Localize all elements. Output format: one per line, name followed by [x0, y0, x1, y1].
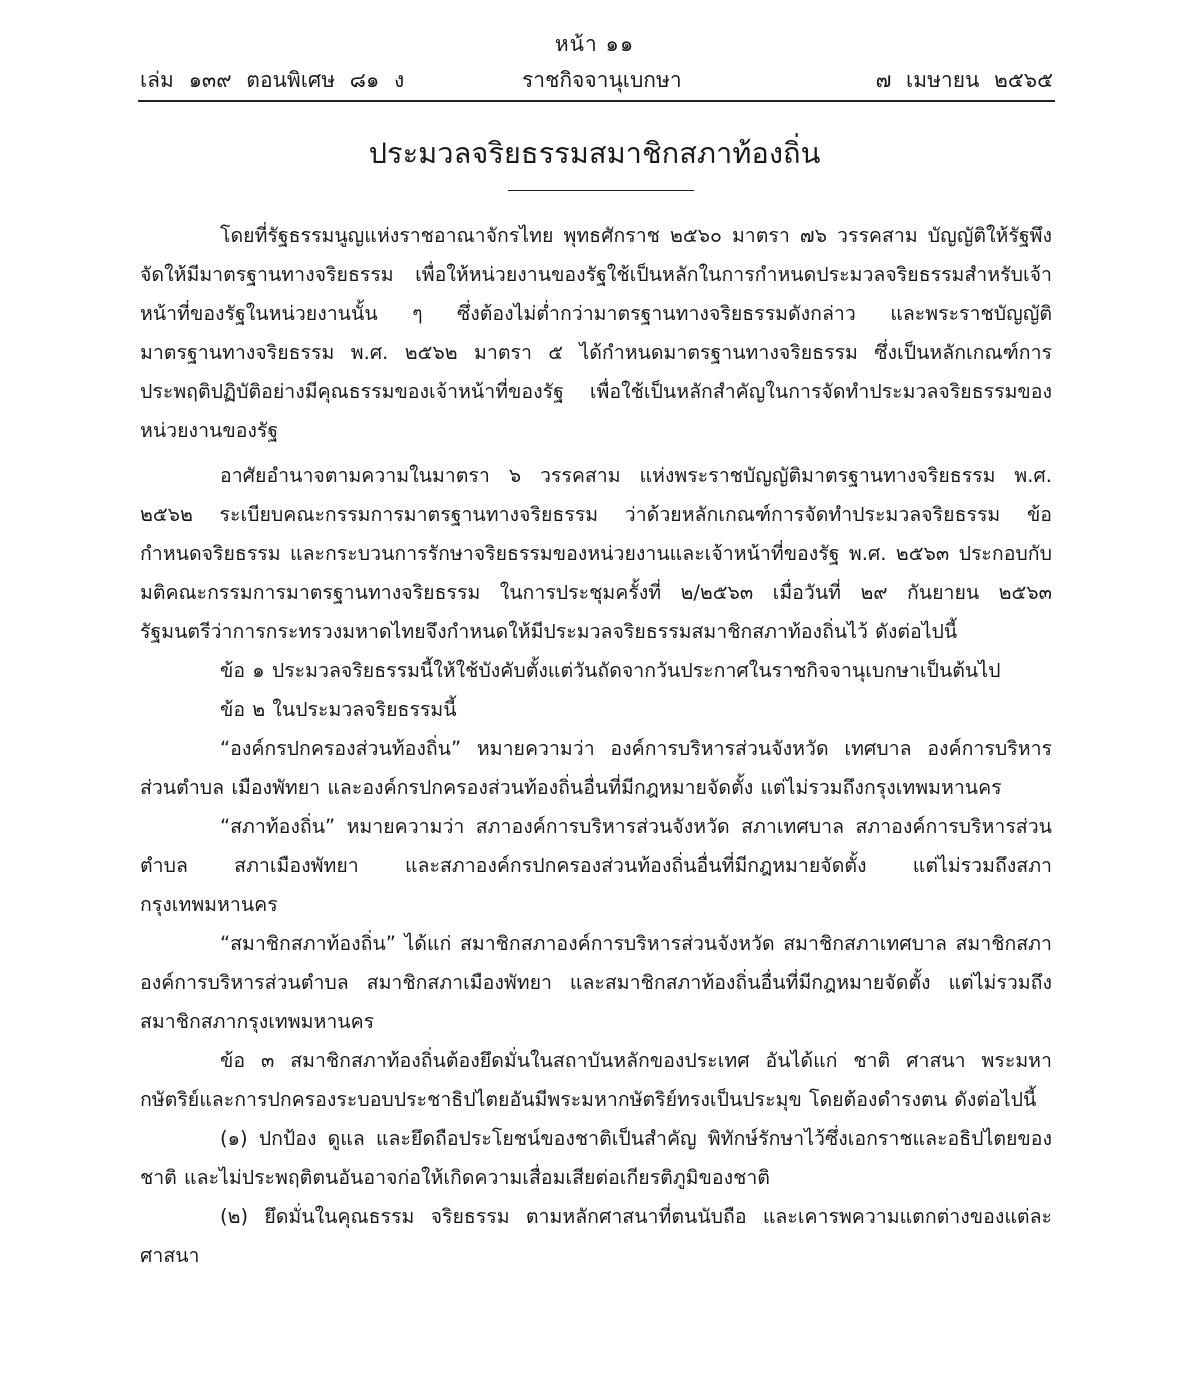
definition-local-council: “สภาท้องถิ่น” หมายความว่า สภาองค์การบริหารส่วนจังหวัด สภาเทศบาล สภาองค์การบริหารส่วนตำบล สภาเมืองพัทยา และสภาองค์กรปกครองส่วนท้องถิ่นอื่นที่มีกฎหมายจัดตั้ง แต่ไม่รวมถึงสภากรุงเทพมหานคร	[140, 815, 1052, 916]
authority-paragraph: อาศัยอำนาจตามความในมาตรา ๖ วรรคสาม แห่งพระราชบัญญัติมาตรฐานทางจริยธรรม พ.ศ. ๒๕๖๒ ระเบียบคณะกรรมการมาตรฐานทางจริยธรรม ว่าด้วยหลักเกณฑ์การจัดทำประมวลจริยธรรม ข้อกำหนดจริยธรรม และกระบวนการรักษาจริยธรรมของหน่วยงานและเจ้าหน้าที่ของรัฐ พ.ศ. ๒๕๖๓ ประกอบกับมติคณะกรรมการมาตรฐานทางจริยธรรม ในการประชุมครั้งที่ ๒/๒๕๖๓ เมื่อวันที่ ๒๙ กันยายน ๒๕๖๓ รัฐมนตรีว่าการกระทรวงมหาดไทยจึงกำหนดให้มีประมวลจริยธรรมสมาชิกสภาท้องถิ่นไว้ ดังต่อไปนี้	[140, 464, 1052, 643]
volume-issue: เล่ม ๑๓๙ ตอนพิเศษ ๘๑ ง	[140, 68, 405, 92]
gazette-name: ราชกิจจานุเบกษา	[522, 68, 682, 92]
clause-3-item-1: (๑) ปกป้อง ดูแล และยึดถือประโยชน์ของชาติเป็นสำคัญ พิทักษ์รักษาไว้ซึ่งเอกราชและอธิปไตยของชาติ และไม่ประพฤติตนอันอาจก่อให้เกิดความเสื่อมเสียต่อเกียรติภูมิของชาติ	[140, 1127, 1052, 1189]
definition-local-government: “องค์กรปกครองส่วนท้องถิ่น” หมายความว่า องค์การบริหารส่วนจังหวัด เทศบาล องค์การบริหารส่วนตำบล เมืองพัทยา และองค์กรปกครองส่วนท้องถิ่นอื่นที่มีกฎหมายจัดตั้ง แต่ไม่รวมถึงกรุงเทพมหานคร	[140, 737, 1052, 799]
header-divider	[138, 100, 1055, 102]
clause-1: ข้อ ๑ ประมวลจริยธรรมนี้ให้ใช้บังคับตั้งแต่วันถัดจากวันประกาศในราชกิจจานุเบกษาเป็นต้นไป	[220, 659, 1001, 682]
clause-3: ข้อ ๓ สมาชิกสภาท้องถิ่นต้องยึดมั่นในสถาบันหลักของประเทศ อันได้แก่ ชาติ ศาสนา พระมหากษัตริย์และการปกครองระบอบประชาธิปไตยอันมีพระมหากษัตริย์ทรงเป็นประมุข โดยต้องดำรงตน ดังต่อไปนี้	[140, 1049, 1052, 1111]
clause-3-item-2: (๒) ยึดมั่นในคุณธรรม จริยธรรม ตามหลักศาสนาที่ตนนับถือ และเคารพความแตกต่างของแต่ละศาสนา	[140, 1205, 1052, 1267]
clause-2: ข้อ ๒ ในประมวลจริยธรรมนี้	[220, 698, 457, 721]
page-number: หน้า ๑๑	[554, 32, 635, 56]
document-title: ประมวลจริยธรรมสมาชิกสภาท้องถิ่น	[368, 136, 821, 170]
title-underline	[508, 190, 694, 191]
definition-council-member: “สมาชิกสภาท้องถิ่น” ได้แก่ สมาชิกสภาองค์การบริหารส่วนจังหวัด สมาชิกสภาเทศบาล สมาชิกสภาองค์การบริหารส่วนตำบล สมาชิกสภาเมืองพัทยา และสมาชิกสภาท้องถิ่นอื่นที่มีกฎหมายจัดตั้ง แต่ไม่รวมถึงสมาชิกสภากรุงเทพมหานคร	[140, 932, 1052, 1033]
document-body	[140, 216, 1052, 1275]
gazette-header	[140, 64, 1053, 98]
publication-date: ๗ เมษายน ๒๕๖๕	[875, 68, 1053, 92]
preamble-paragraph: โดยที่รัฐธรรมนูญแห่งราชอาณาจักรไทย พุทธศักราช ๒๕๖๐ มาตรา ๗๖ วรรคสาม บัญญัติให้รัฐพึงจัดให้มีมาตรฐานทางจริยธรรม เพื่อให้หน่วยงานของรัฐใช้เป็นหลักในการกำหนดประมวลจริยธรรมสำหรับเจ้าหน้าที่ของรัฐในหน่วยงานนั้น ๆ ซึ่งต้องไม่ต่ำกว่ามาตรฐานทางจริยธรรมดังกล่าว และพระราชบัญญัติมาตรฐานทางจริยธรรม พ.ศ. ๒๕๖๒ มาตรา ๕ ได้กำหนดมาตรฐานทางจริยธรรม ซึ่งเป็นหลักเกณฑ์การประพฤติปฏิบัติอย่างมีคุณธรรมของเจ้าหน้าที่ของรัฐ เพื่อใช้เป็นหลักสำคัญในการจัดทำประมวลจริยธรรมของหน่วยงานของรัฐ	[140, 224, 1052, 442]
